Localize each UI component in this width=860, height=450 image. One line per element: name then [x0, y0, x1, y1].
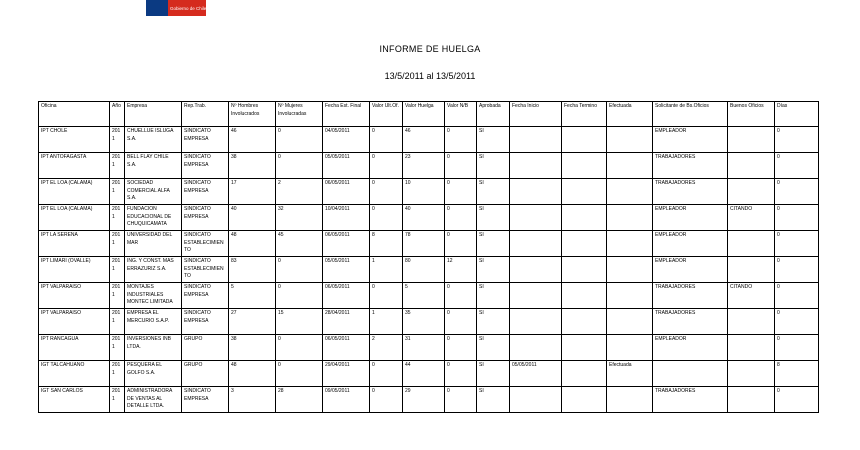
table-cell: 46	[403, 127, 445, 153]
table-cell: 0	[775, 283, 819, 309]
table-cell: 38	[229, 335, 276, 361]
table-cell	[510, 231, 562, 257]
table-cell	[728, 127, 775, 153]
table-cell: 0	[775, 309, 819, 335]
table-cell: 2011	[110, 283, 125, 309]
table-row	[39, 205, 819, 231]
table-cell	[607, 179, 653, 205]
table-cell	[607, 309, 653, 335]
table-cell: IPT VALPARAISO	[39, 309, 110, 335]
table-header	[39, 102, 819, 127]
table-cell: EMPLEADOR	[653, 257, 728, 283]
table-cell: 05/05/2011	[323, 153, 370, 179]
table-row	[39, 179, 819, 205]
table-cell: 0	[276, 361, 323, 387]
table-cell: GRUPO	[182, 361, 229, 387]
table-cell: SI	[477, 231, 510, 257]
table-cell: SI	[477, 179, 510, 205]
table-cell	[562, 179, 607, 205]
table-cell: INVERSIONES INB LTDA.	[125, 335, 182, 361]
table-cell: SINDICATO EMPRESA	[182, 153, 229, 179]
table-cell: EMPLEADOR	[653, 205, 728, 231]
table-cell: 46	[229, 127, 276, 153]
table-cell: 2011	[110, 335, 125, 361]
report-title: INFORME DE HUELGA	[379, 44, 481, 54]
table-cell: SI	[477, 205, 510, 231]
table-cell: SINDICATO EMPRESA	[182, 205, 229, 231]
table-cell: 32	[276, 205, 323, 231]
table-cell: EMPLEADOR	[653, 231, 728, 257]
table-cell: SINDICATO EMPRESA	[182, 127, 229, 153]
table-cell: CITANDO	[728, 283, 775, 309]
report-date-range: 13/5/2011 al 13/5/2011	[384, 71, 476, 81]
table-cell: TRABAJADORES	[653, 387, 728, 413]
table-cell: TRABAJADORES	[653, 153, 728, 179]
column-header: Valor Huelga	[403, 102, 445, 127]
table-cell	[607, 257, 653, 283]
table-cell: Efectuada	[607, 361, 653, 387]
table-cell	[562, 283, 607, 309]
table-cell: 0	[775, 387, 819, 413]
table-cell: 0	[370, 127, 403, 153]
table-row	[39, 361, 819, 387]
table-cell: 2	[370, 335, 403, 361]
table-cell: GRUPO	[182, 335, 229, 361]
table-cell: 0	[775, 335, 819, 361]
table-cell: 2011	[110, 231, 125, 257]
table-row	[39, 335, 819, 361]
table-cell	[510, 153, 562, 179]
table-cell: 0	[775, 153, 819, 179]
table-cell: EMPRESA EL MERCURIO S.A.P.	[125, 309, 182, 335]
table-cell: SINDICATO ESTABLECIMIENTO	[182, 257, 229, 283]
table-cell: 0	[445, 387, 477, 413]
table-cell: 8	[370, 231, 403, 257]
table-cell: 10/04/2011	[323, 205, 370, 231]
table-cell	[607, 231, 653, 257]
table-cell: 2	[276, 179, 323, 205]
table-cell: BELL FLAY CHILE S.A.	[125, 153, 182, 179]
table-cell	[607, 127, 653, 153]
table-cell: 2011	[110, 309, 125, 335]
table-cell: 0	[775, 179, 819, 205]
table-cell	[728, 335, 775, 361]
table-cell: 0	[775, 231, 819, 257]
table-cell: 29	[403, 387, 445, 413]
table-cell	[728, 387, 775, 413]
table-row	[39, 257, 819, 283]
table-cell: 0	[445, 205, 477, 231]
column-header: Fecha Termino	[562, 102, 607, 127]
table-cell: SOCIEDAD COMERCIAL ALFA S.A.	[125, 179, 182, 205]
table-cell: EMPLEADOR	[653, 127, 728, 153]
table-cell: SI	[477, 153, 510, 179]
table-cell: CHUELLUE ISLUGA S.A.	[125, 127, 182, 153]
table-body	[39, 127, 819, 413]
table-cell: SI	[477, 127, 510, 153]
table-cell	[728, 179, 775, 205]
table-cell: 0	[775, 127, 819, 153]
table-cell: 83	[229, 257, 276, 283]
table-cell: SI	[477, 283, 510, 309]
column-header: Fecha Est. Final	[323, 102, 370, 127]
table-cell: 80	[403, 257, 445, 283]
table-cell	[728, 309, 775, 335]
table-cell	[562, 231, 607, 257]
table-cell	[562, 153, 607, 179]
table-cell	[728, 361, 775, 387]
table-cell: 0	[370, 179, 403, 205]
table-row	[39, 231, 819, 257]
table-row	[39, 309, 819, 335]
table-cell: 0	[445, 283, 477, 309]
table-cell: 29/04/2011	[323, 361, 370, 387]
table-cell: 5	[229, 283, 276, 309]
table-cell: 0	[445, 231, 477, 257]
table-cell: TRABAJADORES	[653, 179, 728, 205]
table-cell: IGT SAN CARLOS	[39, 387, 110, 413]
column-header: Efectuada	[607, 102, 653, 127]
table-cell: 2011	[110, 127, 125, 153]
table-cell: 05/05/2011	[323, 257, 370, 283]
table-cell: 0	[370, 361, 403, 387]
table-cell	[562, 335, 607, 361]
table-cell: 06/05/2011	[323, 335, 370, 361]
table-cell: 40	[229, 205, 276, 231]
table-cell: 06/05/2011	[323, 231, 370, 257]
table-cell: 23	[403, 153, 445, 179]
table-cell: 0	[370, 153, 403, 179]
table-cell: IPT VALPARAISO	[39, 283, 110, 309]
table-cell	[607, 283, 653, 309]
table-cell: FUNDACION EDUCACIONAL DE CHUQUICAMATA	[125, 205, 182, 231]
table-cell	[728, 231, 775, 257]
table-cell: SI	[477, 361, 510, 387]
table-cell: 12	[445, 257, 477, 283]
table-cell: PESQUERA EL GOLFO S.A.	[125, 361, 182, 387]
table-cell: EMPLEADOR	[653, 335, 728, 361]
column-header: Buenos Oficios	[728, 102, 775, 127]
table-cell: 3	[229, 387, 276, 413]
table-cell: SI	[477, 387, 510, 413]
header-row	[39, 102, 819, 127]
table-cell: IPT RANCAGUA	[39, 335, 110, 361]
logo-blue-block	[146, 0, 168, 16]
strike-report-table	[38, 101, 819, 413]
table-cell	[510, 387, 562, 413]
table-cell: 2011	[110, 257, 125, 283]
table-cell: 0	[276, 127, 323, 153]
table-cell: CITANDO	[728, 205, 775, 231]
table-cell: 0	[370, 205, 403, 231]
table-cell: 40	[403, 205, 445, 231]
table-cell	[607, 335, 653, 361]
table-cell: IPT EL LOA (CALAMA)	[39, 179, 110, 205]
table-cell: 0	[445, 335, 477, 361]
table-cell	[607, 387, 653, 413]
table-cell: IPT LIMARI (OVALLE)	[39, 257, 110, 283]
table-cell: SI	[477, 335, 510, 361]
table-cell: 0	[370, 387, 403, 413]
table-cell	[562, 309, 607, 335]
table-cell: TRABAJADORES	[653, 309, 728, 335]
gobierno-logo	[146, 0, 206, 16]
table-cell: 0	[445, 153, 477, 179]
table-cell	[510, 127, 562, 153]
table-cell: 0	[276, 335, 323, 361]
table-cell: 2011	[110, 361, 125, 387]
table-cell: 45	[276, 231, 323, 257]
table-cell: 0	[370, 283, 403, 309]
table-cell: 5	[403, 283, 445, 309]
table-cell	[562, 361, 607, 387]
table-cell: SI	[477, 309, 510, 335]
table-cell: 1	[370, 257, 403, 283]
table-cell: 15	[276, 309, 323, 335]
table-cell	[510, 179, 562, 205]
table-cell: 44	[403, 361, 445, 387]
table-cell: IPT CHOLE	[39, 127, 110, 153]
column-header: Oficina	[39, 102, 110, 127]
table-cell: ADMINISTRADORA DE VENTAS AL DETALLE LTDA.	[125, 387, 182, 413]
column-header: Días	[775, 102, 819, 127]
table-cell: 2011	[110, 205, 125, 231]
table-cell: 06/05/2011	[323, 283, 370, 309]
column-header: Nº Hombres Involucrados	[229, 102, 276, 127]
table-cell	[510, 283, 562, 309]
logo-text: Gobierno de Chile	[170, 6, 207, 11]
table-cell: MONTAJES INDUSTRIALES MONTEC LIMITADA	[125, 283, 182, 309]
table-cell: 38	[229, 153, 276, 179]
table-cell: SINDICATO EMPRESA	[182, 387, 229, 413]
table-cell: 04/05/2011	[323, 127, 370, 153]
table-cell: 0	[276, 283, 323, 309]
table-cell: 1	[370, 309, 403, 335]
table-cell: 48	[229, 231, 276, 257]
table-cell: SINDICATO ESTABLECIMIENTO	[182, 231, 229, 257]
table-cell	[728, 257, 775, 283]
table-row	[39, 387, 819, 413]
column-header: Valor Ult.Of.	[370, 102, 403, 127]
table-cell: 0	[276, 153, 323, 179]
table-cell: 78	[403, 231, 445, 257]
column-header: Fecha Inicio	[510, 102, 562, 127]
table-cell: 0	[445, 179, 477, 205]
table-cell: IGT TALCAHUANO	[39, 361, 110, 387]
table-cell: 17	[229, 179, 276, 205]
table-cell: 0	[276, 257, 323, 283]
table-cell: 28/04/2011	[323, 309, 370, 335]
table-cell: 2011	[110, 153, 125, 179]
table-cell: SI	[477, 257, 510, 283]
table-cell: 0	[445, 309, 477, 335]
table-cell: SINDICATO EMPRESA	[182, 309, 229, 335]
column-header: Año	[110, 102, 125, 127]
table-cell: 8	[775, 361, 819, 387]
table-cell: ING. Y CONST. MAS ERRAZURIZ S.A.	[125, 257, 182, 283]
table-row	[39, 283, 819, 309]
table-cell	[562, 127, 607, 153]
table-cell: 0	[775, 257, 819, 283]
table-cell: TRABAJADORES	[653, 283, 728, 309]
table-cell: 48	[229, 361, 276, 387]
table-cell: 0	[445, 127, 477, 153]
table-cell: IPT LA SERENA	[39, 231, 110, 257]
table-cell: IPT EL LOA (CALAMA)	[39, 205, 110, 231]
table-cell: 35	[403, 309, 445, 335]
table-cell: IPT ANTOFAGASTA	[39, 153, 110, 179]
table-cell	[510, 335, 562, 361]
table-cell	[607, 205, 653, 231]
table-cell	[510, 205, 562, 231]
table-cell	[607, 153, 653, 179]
table-cell	[562, 257, 607, 283]
table-row	[39, 153, 819, 179]
table-cell: 0	[445, 361, 477, 387]
table-cell: 2011	[110, 179, 125, 205]
table-cell: 28	[276, 387, 323, 413]
column-header: Empresa	[125, 102, 182, 127]
column-header: Rep.Trab.	[182, 102, 229, 127]
column-header: Valor N/B	[445, 102, 477, 127]
table-cell: 31	[403, 335, 445, 361]
table-cell	[510, 257, 562, 283]
table-cell: 05/05/2011	[510, 361, 562, 387]
table-cell: SINDICATO EMPRESA	[182, 283, 229, 309]
table-row	[39, 127, 819, 153]
table-cell: 2011	[110, 387, 125, 413]
table-cell	[653, 361, 728, 387]
table-cell	[728, 153, 775, 179]
table-cell: 06/05/2011	[323, 179, 370, 205]
table-cell: 09/05/2011	[323, 387, 370, 413]
table-cell: UNIVERSIDAD DEL MAR	[125, 231, 182, 257]
table-cell: SINDICATO EMPRESA	[182, 179, 229, 205]
column-header: Solicitante de Bs.Oficios	[653, 102, 728, 127]
table-cell	[562, 205, 607, 231]
column-header: Nº Mujeres Involucradas	[276, 102, 323, 127]
table-cell	[562, 387, 607, 413]
column-header: Aprobada	[477, 102, 510, 127]
table-cell: 27	[229, 309, 276, 335]
table-cell: 0	[775, 205, 819, 231]
table-cell: 10	[403, 179, 445, 205]
table-cell	[510, 309, 562, 335]
